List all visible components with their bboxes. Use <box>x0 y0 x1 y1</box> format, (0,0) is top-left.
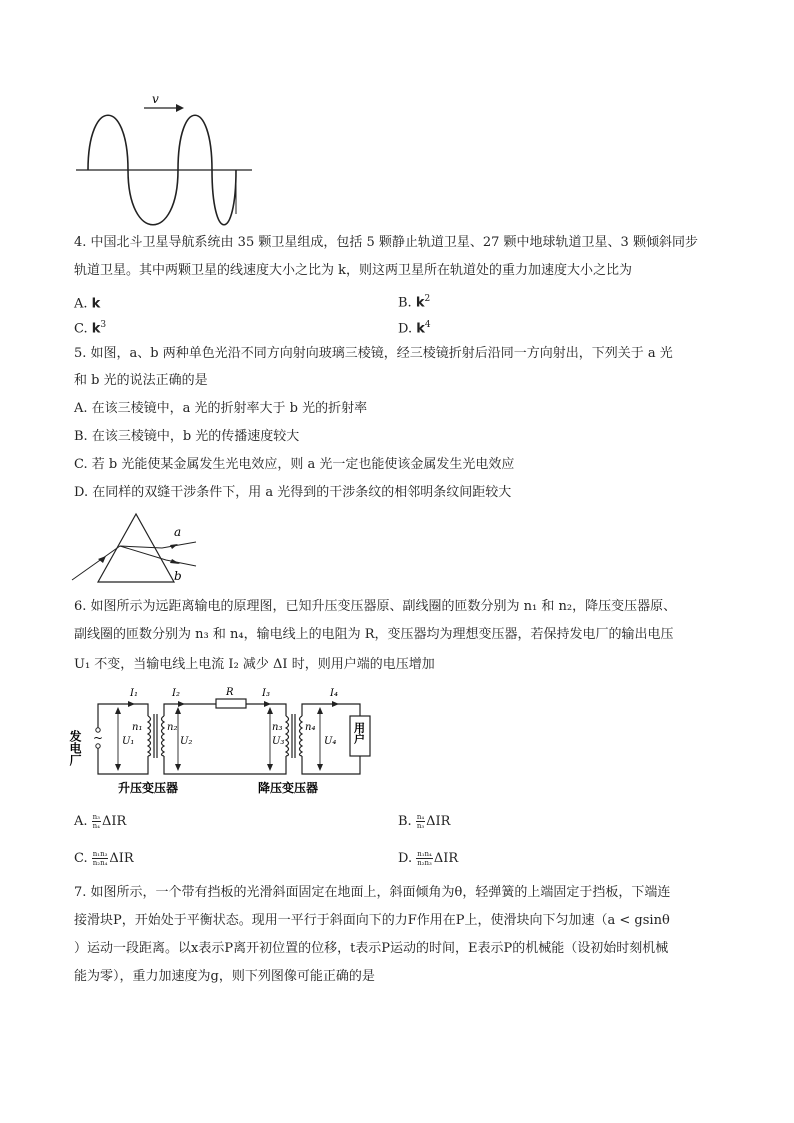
power-plant-label: 发电厂 <box>68 730 82 766</box>
velocity-label: v <box>152 92 159 106</box>
wave-figure <box>72 92 257 222</box>
q4-option-c: C. $k^3$ <box>74 320 107 337</box>
transmission-circuit <box>68 684 382 799</box>
coil-n3 <box>286 716 289 756</box>
turns-n3: n₃ <box>272 722 283 733</box>
q7-stem-line2: 接滑块P，开始处于平衡状态。现用一平行于斜面向下的力F作用在P上，使滑块向下匀加速（a < gsinθ <box>74 913 670 928</box>
ray-b-label: b <box>174 569 182 583</box>
step-up-label: 升压变压器 <box>118 781 179 795</box>
q5-option-d: D. 在同样的双缝干涉条件下，用 a 光得到的干涉条纹的相邻明条纹间距较大 <box>74 485 512 500</box>
coil-n4 <box>300 716 303 756</box>
q4-stem-line2: 轨道卫星。其中两颗卫星的线速度大小之比为 k，则这两卫星所在轨道处的重力加速度大小之比为 <box>74 263 633 278</box>
q5-stem-line2: 和 b 光的说法正确的是 <box>74 373 208 388</box>
prism-figure <box>70 508 200 586</box>
q4-stem-line1: 4. 中国北斗卫星导航系统由 35 颗卫星组成，包括 5 颗静止轨道卫星、27 颗中地球轨道卫星、3 颗倾斜同步 <box>74 235 698 250</box>
step-down-label: 降压变压器 <box>258 781 319 795</box>
q6-stem-line1: 6. 如图所示为远距离输电的原理图，已知升压变压器原、副线圈的匝数分别为 n₁ 和 n₂，降压变压器原、 <box>74 599 677 614</box>
current-i4: I₄ <box>330 688 338 699</box>
q5-option-b: B. 在该三棱镜中，b 光的传播速度较大 <box>74 429 300 444</box>
q5-option-a: A. 在该三棱镜中，a 光的折射率大于 b 光的折射率 <box>74 401 368 416</box>
q4-option-a: A. k <box>74 296 101 312</box>
wire-primary-1-bottom <box>98 746 148 774</box>
coil-n1 <box>148 716 151 756</box>
ray-a-label: a <box>174 525 182 539</box>
q4-option-d: D. $k^4$ <box>398 320 431 337</box>
q6-option-b: B. $\frac{\text{n₄}}{\text{n₃}}$ ΔIR <box>398 813 451 830</box>
q5-option-c: C. 若 b 光能使某金属发生光电效应，则 a 光一定也能使该金属发生光电效应 <box>74 457 515 472</box>
voltage-u1: U₁ <box>122 736 135 747</box>
exit-arrowhead <box>98 556 106 563</box>
current-i1: I₁ <box>130 688 138 699</box>
ray-a-arrowhead <box>170 544 178 549</box>
resistor-label: R <box>226 687 234 698</box>
voltage-u2: U₂ <box>180 736 193 747</box>
voltage-u4: U₄ <box>324 736 337 747</box>
turns-n1: n₁ <box>132 722 143 733</box>
voltage-u3: U₃ <box>272 736 285 747</box>
q7-stem-line3: ）运动一段距离。以x表示P离开初位置的位移，t表示P运动的时间，E表示P的机械能（设初始时刻机械 <box>74 941 669 956</box>
q7-stem-line1: 7. 如图所示，一个带有挡板的光滑斜面固定在地面上，斜面倾角为θ，轻弹簧的上端固定于挡板，下端连 <box>74 885 671 900</box>
q6-option-a: A. $\frac{\text{n₃}}{\text{n₄}}$ ΔIR <box>74 813 127 830</box>
q5-stem-line1: 5. 如图，a、b 两种单色光沿不同方向射向玻璃三棱镜，经三棱镜折射后沿同一方向射出，下列关于 a 光 <box>74 346 673 361</box>
velocity-arrowhead <box>176 104 184 112</box>
ray-b <box>120 546 196 566</box>
transmission-line-top <box>164 704 216 716</box>
q7-stem-line4: 能为零），重力加速度为g，则下列图像可能正确的是 <box>74 969 375 984</box>
ac-symbol: ~ <box>93 731 104 745</box>
q6-stem-line2: 副线圈的匝数分别为 n₃ 和 n₄，输电线上的电阻为 R，变压器均为理想变压器，若保持发电厂的输出电压 <box>74 627 674 642</box>
turns-n4: n₄ <box>305 722 316 733</box>
q4-option-b: B. $k^2$ <box>398 294 431 311</box>
turns-n2: n₂ <box>167 722 178 733</box>
ray-b-arrowhead <box>170 559 180 564</box>
current-i2: I₂ <box>172 688 180 699</box>
current-i3: I₃ <box>262 688 270 699</box>
coil-n2 <box>162 716 165 756</box>
q6-stem-line3: U₁ 不变，当输电线上电流 I₂ 减少 ΔI 时，则用户端的电压增加 <box>74 657 435 672</box>
user-label: 用户 <box>352 722 366 744</box>
resistor <box>216 699 246 708</box>
q6-option-d: D. $\frac{\text{n₁n₄}}{\text{n₂n₃}}$ ΔIR <box>398 850 459 867</box>
q6-option-c: C. $\frac{\text{n₁n₃}}{\text{n₂n₄}}$ ΔIR <box>74 850 134 867</box>
